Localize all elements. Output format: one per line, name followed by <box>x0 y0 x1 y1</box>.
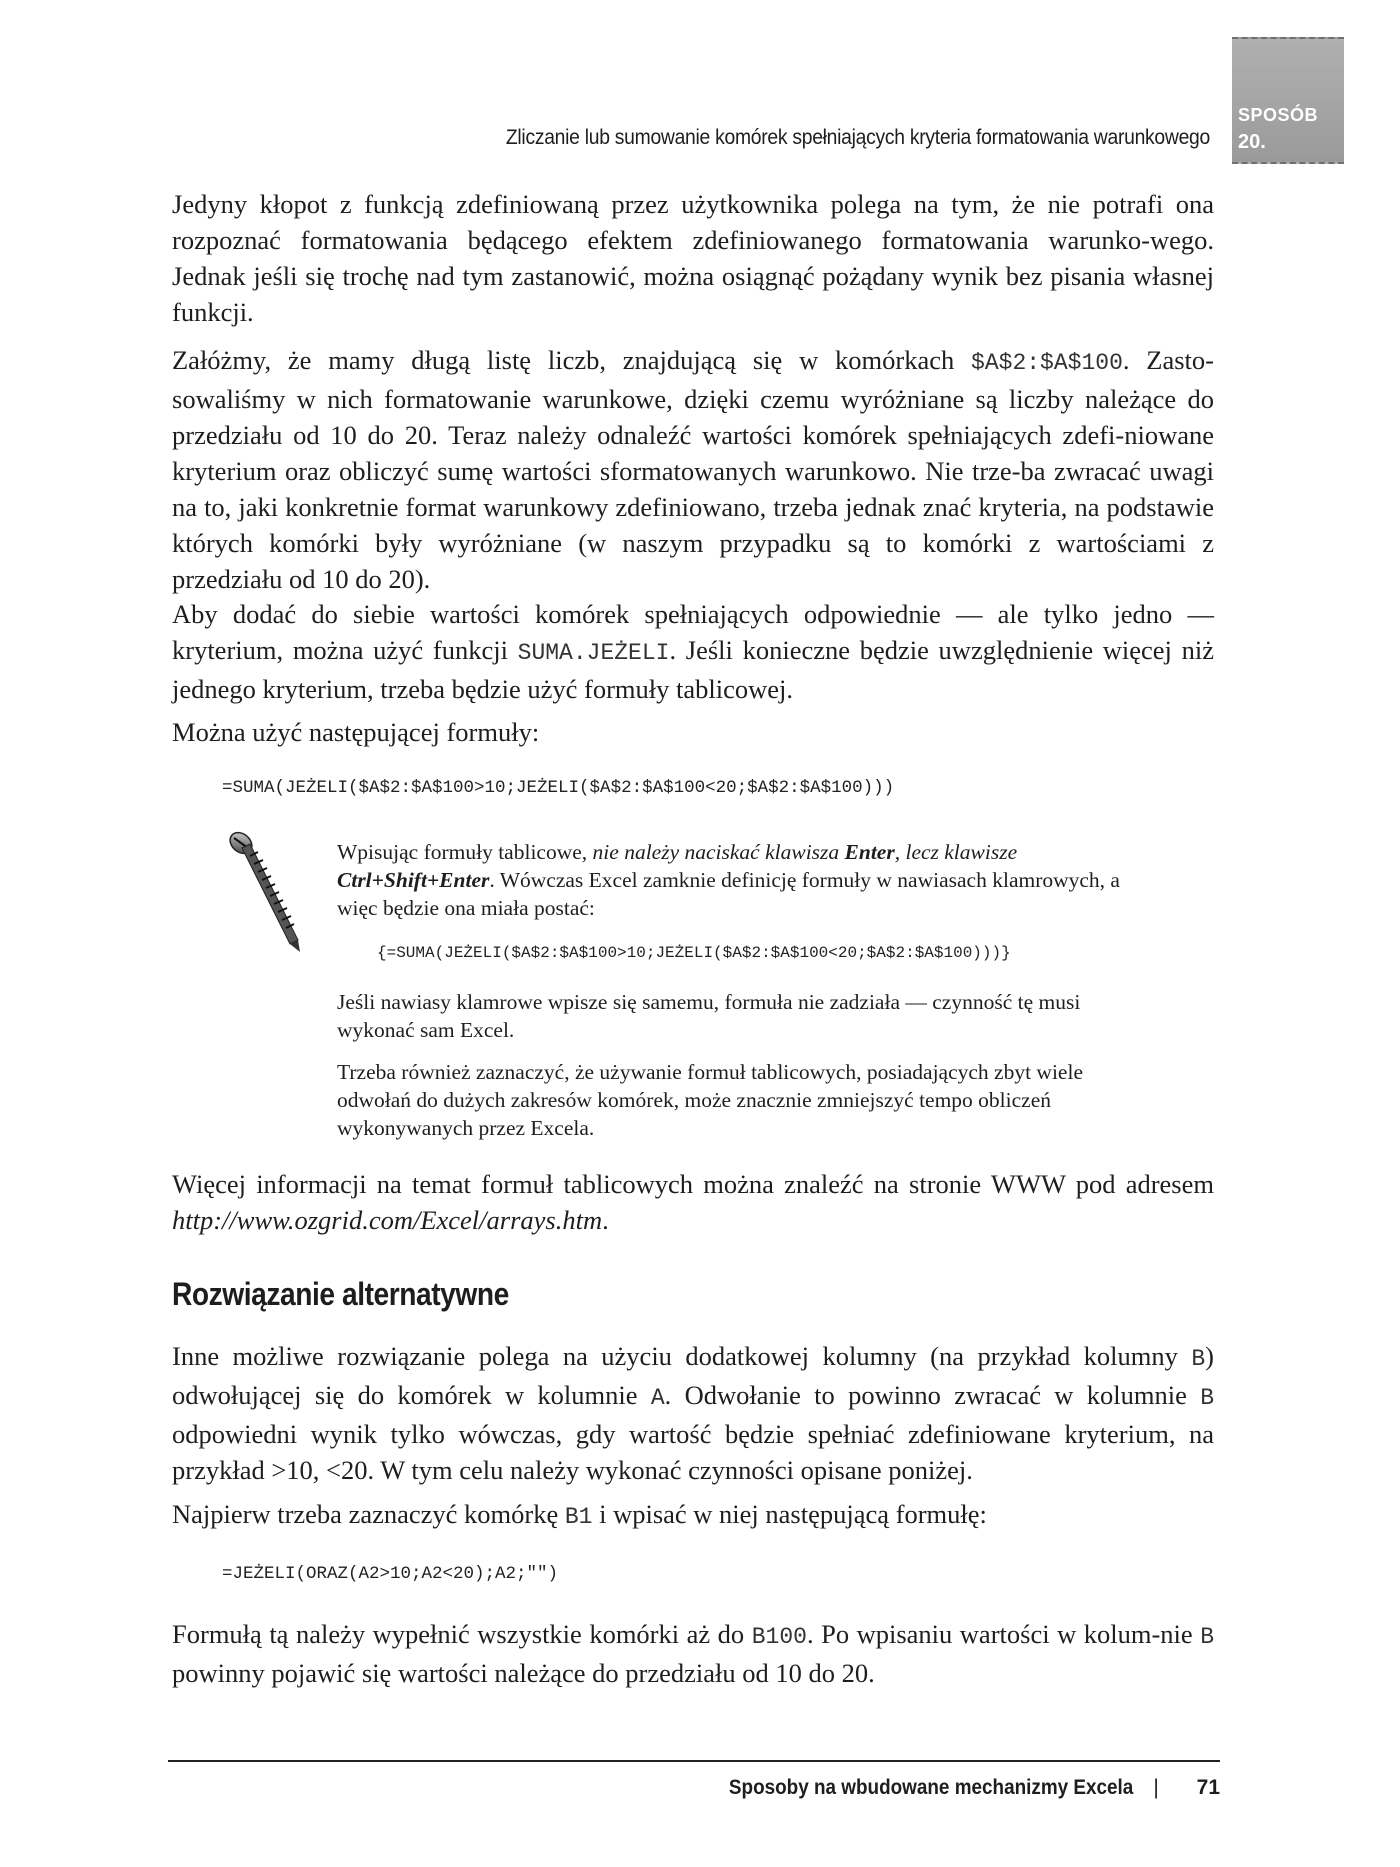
p6-code-column-b-2: B <box>1200 1385 1214 1411</box>
paragraph-assumption <box>172 342 1214 597</box>
p6-text-b: ) odwołującej się do komórek w kolumnie <box>172 1341 1214 1410</box>
screw-icon <box>228 830 308 954</box>
footer-separator: | <box>1153 1776 1159 1799</box>
p7-text-a: Najpierw trzeba zaznaczyć komórkę <box>172 1499 565 1529</box>
paragraph-sumif <box>172 596 1214 707</box>
p8-text-c: powinny pojawić się wartości należące do przedziału od 10 do 20. <box>172 1658 875 1688</box>
chapter-thumb-tab <box>1232 37 1344 164</box>
note-italic-b: , lecz klawisze <box>894 840 1018 864</box>
p6-text-d: odpowiedni wynik tylko wówczas, gdy wartość będzie spełniać zdefiniowane kryterium, na przykład >10, <20. W tym celu należy wykonać czynności opisane poniżej. <box>172 1419 1214 1485</box>
paragraph-alternative <box>172 1338 1214 1488</box>
note-key-enter: Enter <box>844 840 895 864</box>
p3-text-a: Aby dodać do siebie wartości komórek spełniających odpowiednie — ale tylko jedno — kryterium, można użyć funkcji <box>172 599 1214 665</box>
p8-column-code: B <box>1200 1624 1215 1650</box>
paragraph-fill-down <box>172 1616 1214 1691</box>
formula-if-and: =JEŻELI(ORAZ(A2>10;A2<20);A2;"") <box>222 1564 559 1584</box>
thumb-tab-label: SPOSÓB <box>1238 105 1319 125</box>
note-key-combo: Ctrl+Shift+Enter <box>337 868 490 892</box>
p7-text-b: i wpisać w niej następującą formułę: <box>592 1499 987 1529</box>
note-array-formula-keys <box>337 838 1157 922</box>
p6-text-c: . Odwołanie to powinno zwracać w kolumnie <box>664 1380 1201 1410</box>
p2-range-code: $A$2:$A$100 <box>971 350 1123 376</box>
p5-text-a: Więcej informacji na temat formuł tablicowych można znaleźć na stronie WWW pod adresem <box>172 1169 1214 1199</box>
p2-text-b: . Zasto-sowaliśmy w nich formatowanie warunkowe, dzięki czemu wyróżniane są liczby należące do przedziału od 10 do 20. Teraz należy odnaleźć wartości komórek spełniających zdefi-niowane kryterium oraz obliczyć sumę wartości sformatowanych warunkowo. Nie trze-ba zwracać uwagi na to, jaki konkretnie format warunkowy zdefiniowano, trzeba jednak znać kryteria, na podstawie których komórki były wyróżniane (w naszym przypadku są to komórki z wartościami z przedziału od 10 do 20). <box>172 345 1214 594</box>
p5-text-b: . <box>602 1205 609 1235</box>
formula-sum-if: =SUMA(JEŻELI($A$2:$A$100>10;JEŻELI($A$2:$A$100<20;$A$2:$A$100))) <box>222 778 895 798</box>
p8-text-b: . Po wpisaniu wartości w kolum-nie <box>806 1619 1201 1649</box>
paragraph-more-info <box>172 1166 1214 1238</box>
p3-text-b: . Jeśli konieczne będzie uwzględnienie więcej niż jednego kryterium, trzeba będzie użyć formuły tablicowej. <box>172 635 1214 704</box>
p8-text-a: Formułą tą należy wypełnić wszystkie komórki aż do <box>172 1619 752 1649</box>
page-number: 71 <box>1196 1776 1220 1799</box>
p7-cell-code: B1 <box>564 1504 593 1530</box>
p6-text-a: Inne możliwe rozwiązanie polega na użyciu dodatkowej kolumny (na przykład kolumny <box>172 1341 1192 1371</box>
note-braces-warning: Jeśli nawiasy klamrowe wpisze się samemu, formuła nie zadziała — czynność tę musi wykonać sam Excel. <box>337 990 1081 1042</box>
footer-rule <box>168 1760 1220 1762</box>
running-header: Zliczanie lub sumowanie komórek spełniających kryteria formatowania warunkowego <box>505 126 1210 149</box>
p6-code-column-b: B <box>1191 1346 1206 1372</box>
p3-function-code: SUMA.JEŻELI <box>517 640 670 666</box>
paragraph-intro: Jedyny kłopot z funkcją zdefiniowaną przez użytkownika polega na tym, że nie potrafi ona rozpoznać formatowania będącego efektem zdefiniowanego formatowania warunko-wego. Jednak jeśli się trochę nad tym zastanowić, można osiągnąć pożądany wynik bez pisania własnej funkcji. <box>172 189 1214 327</box>
note-text-c: . Wówczas Excel zamknie definicję formuły w nawiasach klamrowych, a więc będzie ona miała postać: <box>337 868 1120 920</box>
p6-code-column-a: A <box>650 1385 665 1411</box>
thumb-tab-number: 20. <box>1238 131 1266 153</box>
note-formula-array: {=SUMA(JEŻELI($A$2:$A$100>10;JEŻELI($A$2:$A$100<20;$A$2:$A$100)))} <box>377 944 1011 962</box>
p2-text-a: Załóżmy, że mamy długą listę liczb, znajdującą się w komórkach <box>172 345 972 375</box>
section-heading: Rozwiązanie alternatywne <box>172 1276 509 1312</box>
footer-book-title: Sposoby na wbudowane mechanizmy Excela <box>729 1776 1134 1799</box>
paragraph-formula-intro: Można użyć następującej formuły: <box>172 717 540 747</box>
note-italic-a: nie należy naciskać klawisza <box>592 840 845 864</box>
paragraph-select-cell <box>172 1496 1214 1535</box>
note-performance: Trzeba również zaznaczyć, że używanie formuł tablicowych, posiadających zbyt wiele odwołań do dużych zakresów komórek, może znacznie zmniejszyć tempo obliczeń wykonywanych przez Excela. <box>337 1060 1083 1140</box>
p8-cell-code: B100 <box>751 1624 807 1650</box>
more-info-link[interactable]: http://www.ozgrid.com/Excel/arrays.htm <box>172 1205 603 1235</box>
note-text-a: Wpisując formuły tablicowe, <box>337 840 593 864</box>
